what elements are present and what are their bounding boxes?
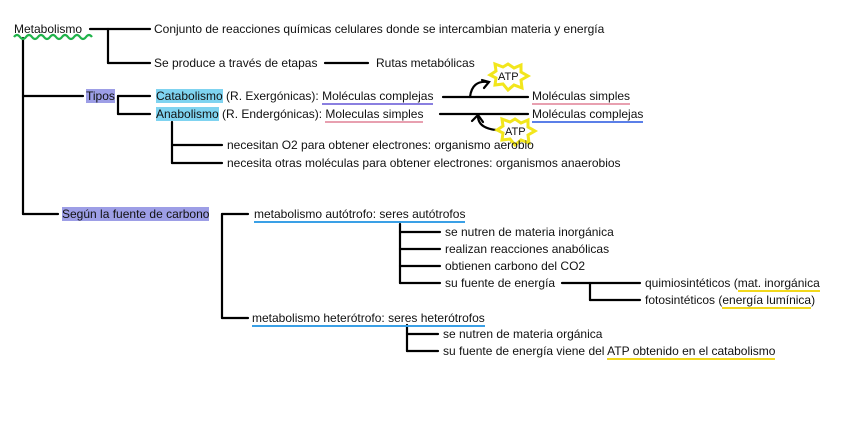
foto-suffix: ) [811,293,816,307]
anaerobio-text: necesita otras moléculas para obtener electrones: organismos anaerobios [227,156,621,170]
autotrofo-item-4: su fuente de energía [445,276,556,290]
foto-highlight: energía lumínica [722,293,812,307]
carbono-label: Según la fuente de carbono [62,207,210,221]
catabolismo-detail: (R. Exergónicas): [222,89,323,103]
autotrofo-label: metabolismo autótrofo: seres autótrofos [254,207,466,221]
catabolismo-from: Moléculas complejas [322,89,434,103]
anabolismo-to: Moléculas complejas [532,107,644,121]
anabolismo-name: Anabolismo [156,107,219,121]
autotrofo-item-2: realizan reacciones anabólicas [445,242,610,256]
atp-top-label: ATP [498,71,519,83]
heterotrofo-label: metabolismo heterótrofo: seres heterótrofos [252,311,485,325]
fotosinteticos-text [645,293,815,307]
catabolismo-line [156,89,433,103]
stages-result: Rutas metabólicas [376,56,475,70]
anabolismo-detail: (R. Endergónicas): [218,107,326,121]
energia-prefix: su fuente de energía viene del [443,344,608,358]
anabolismo-line [156,107,423,121]
heterotrofo-item-2 [443,344,775,358]
foto-prefix: fotosintéticos ( [645,293,723,307]
energia-highlight: ATP obtenido en el catabolismo [607,344,776,358]
anabolismo-from: Moleculas simples [325,107,424,121]
aerobio-text: necesitan O2 para obtener electrones: organismo aerobio [227,138,534,152]
quimiosinteticos-text [645,276,820,290]
atp-bottom-label: ATP [505,126,526,138]
tipos-label: Tipos [86,89,115,103]
root-label: Metabolismo [14,22,83,36]
quimio-prefix: quimiosintéticos ( [645,276,738,290]
stages-label: Se produce a través de etapas [154,56,318,70]
autotrofo-item-3: obtienen carbono del CO2 [445,259,586,273]
heterotrofo-item-1: se nutren de materia orgánica [443,327,603,341]
autotrofo-item-1: se nutren de materia inorgánica [445,225,614,239]
catabolismo-name: Catabolismo [156,89,223,103]
definition-text: Conjunto de reacciones químicas celulares donde se intercambian materia y energía [154,22,605,36]
quimio-highlight: mat. inorgánica [737,276,820,290]
catabolismo-to: Moléculas simples [532,89,631,103]
